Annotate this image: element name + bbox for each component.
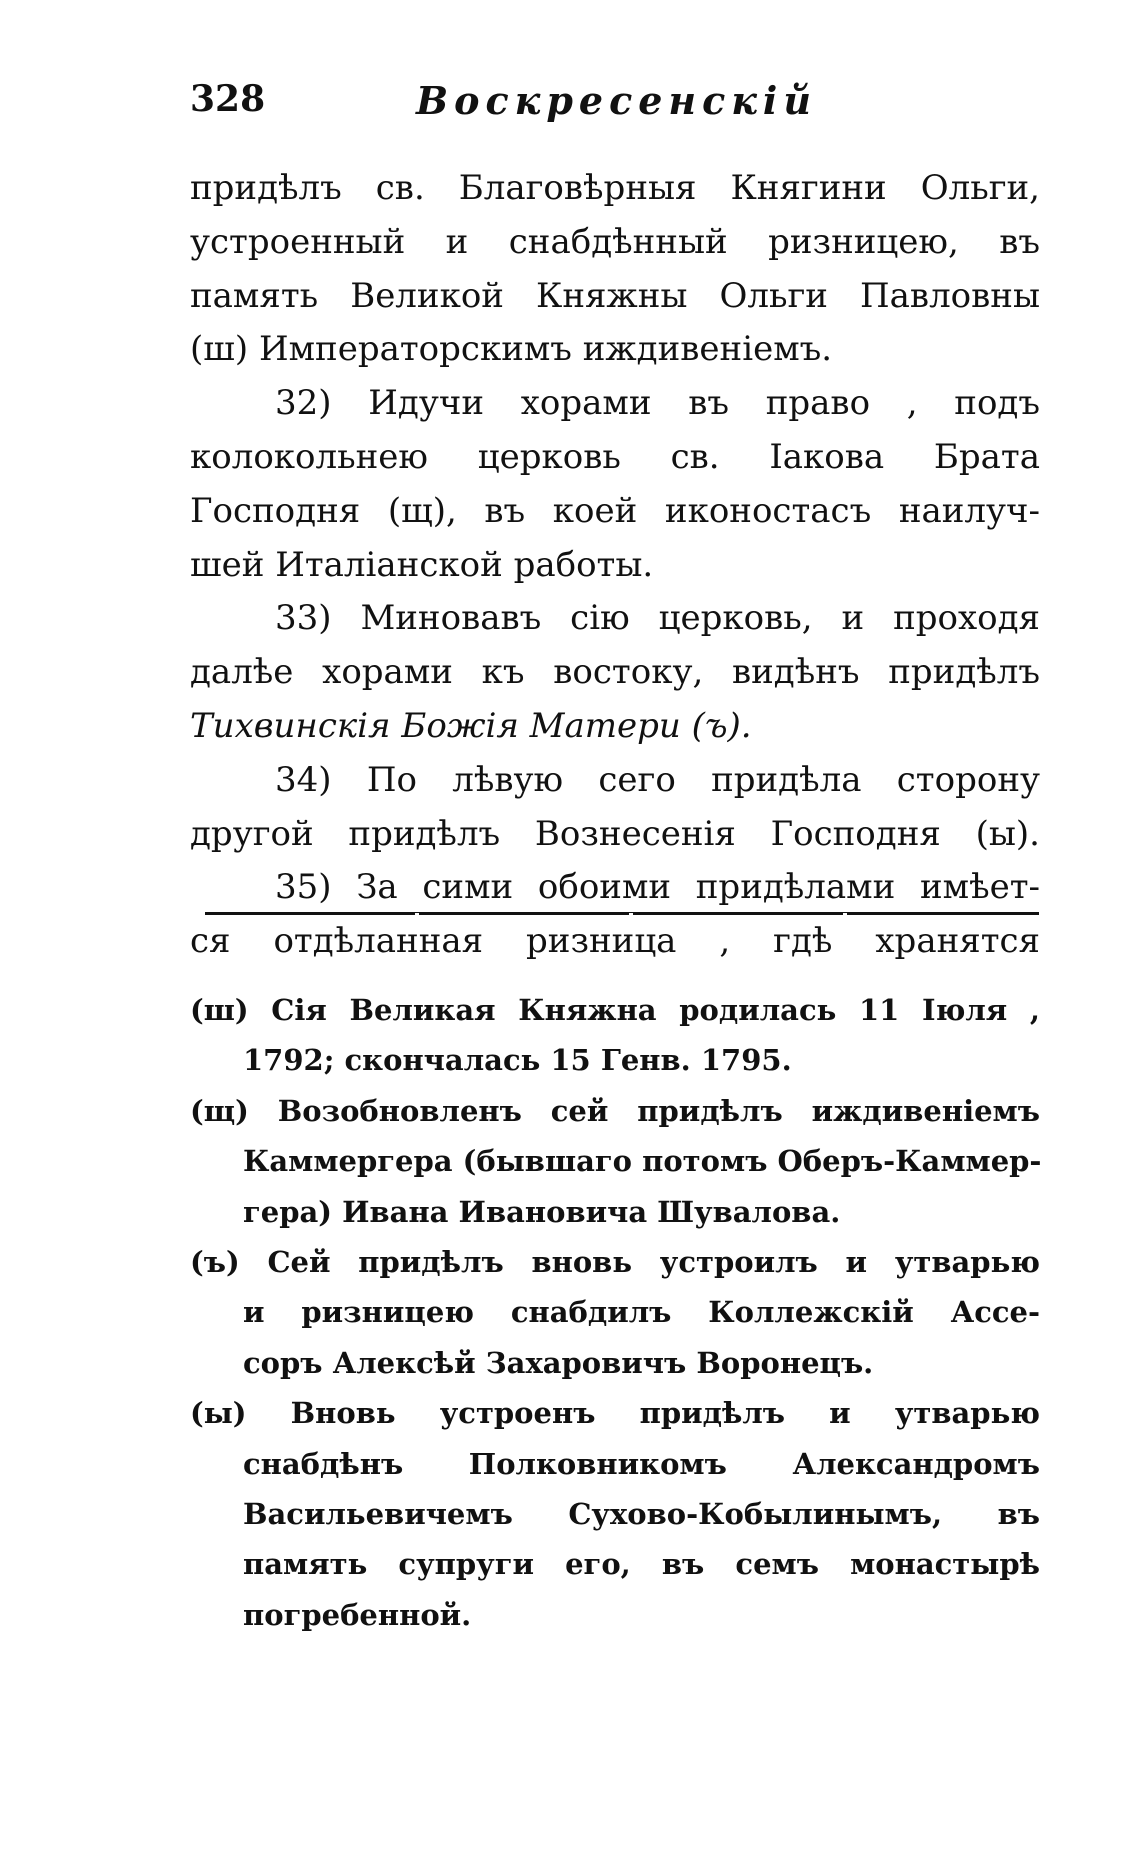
body-line-5: 32) Идучи хорами въ право , подъ [275, 383, 1040, 424]
footnote-line-11: Васильевичемъ Сухово-Кобылинымъ, въ [243, 1496, 1040, 1531]
body-line-14: 35) За сими обоими придѣлами имѣет- [275, 867, 1040, 908]
page-header [190, 78, 1040, 128]
body-line-4: (ш) Императорскимъ иждивеніемъ. [190, 329, 833, 370]
footnote-line-1: (ш) Сія Великая Княжна родилась 11 Іюля , [190, 993, 1040, 1027]
footnote-line-4: Каммергера (бывшаго потомъ Оберъ-Каммер- [243, 1144, 1042, 1179]
body-line-10: далѣе хорами къ востоку, видѣнъ придѣлъ [190, 652, 1040, 693]
page-number: 328 [190, 78, 266, 120]
footnote-line-5: гера) Ивана Ивановича Шувалова. [243, 1194, 841, 1229]
body-line-1: придѣлъ св. Благовѣрныя Княгини Ольги, [190, 168, 1040, 208]
footnote-line-7: и ризницею снабдилъ Коллежскій Ассе- [243, 1295, 1040, 1330]
body-line-7: Господня (щ), въ коей иконостасъ наилуч- [190, 490, 1040, 531]
body-line-3: память Великой Княжны Ольги Павловны [190, 275, 1040, 316]
footnote-line-10: снабдѣнъ Полковникомъ Александромъ [243, 1446, 1040, 1481]
body-line-9: 33) Миновавъ сію церковь, и проходя [275, 598, 1040, 639]
footnote-line-8: соръ Алексѣй Захаровичъ Воронецъ. [243, 1345, 874, 1380]
running-title: Воскресенскій [416, 78, 817, 123]
body-line-11: Тихвинскія Божія Матери (ъ). [190, 705, 752, 746]
body-line-15: ся отдѣланная ризница , гдѣ хранятся [190, 921, 1040, 962]
body-line-2: устроенный и снабдѣнный ризницею, въ [190, 221, 1040, 262]
footnote-line-3: (щ) Возобновленъ сей придѣлъ иждивеніемъ [190, 1093, 1040, 1128]
body-line-12: 34) По лѣвую сего придѣла сторону [275, 759, 1040, 800]
footnote-line-6: (ъ) Сей придѣлъ вновь устроилъ и утварью [190, 1244, 1040, 1279]
body-line-13: другой придѣлъ Вознесенія Господня (ы). [190, 813, 1040, 854]
footnote-separator [205, 912, 1039, 915]
body-line-6: колокольнею церковь св. Іакова Брата [190, 436, 1040, 477]
footnote-line-13: погребенной. [243, 1597, 472, 1632]
footnote-line-9: (ы) Вновь устроенъ придѣлъ и утварью [190, 1396, 1040, 1431]
footnotes [190, 985, 1040, 1640]
body-line-8: шей Италіанской работы. [190, 544, 654, 585]
main-text [190, 162, 1040, 969]
footnote-line-2: 1792; скончалась 15 Генв. 1795. [243, 1043, 792, 1078]
footnote-line-12: память супруги его, въ семъ монастырѣ [243, 1547, 1040, 1582]
